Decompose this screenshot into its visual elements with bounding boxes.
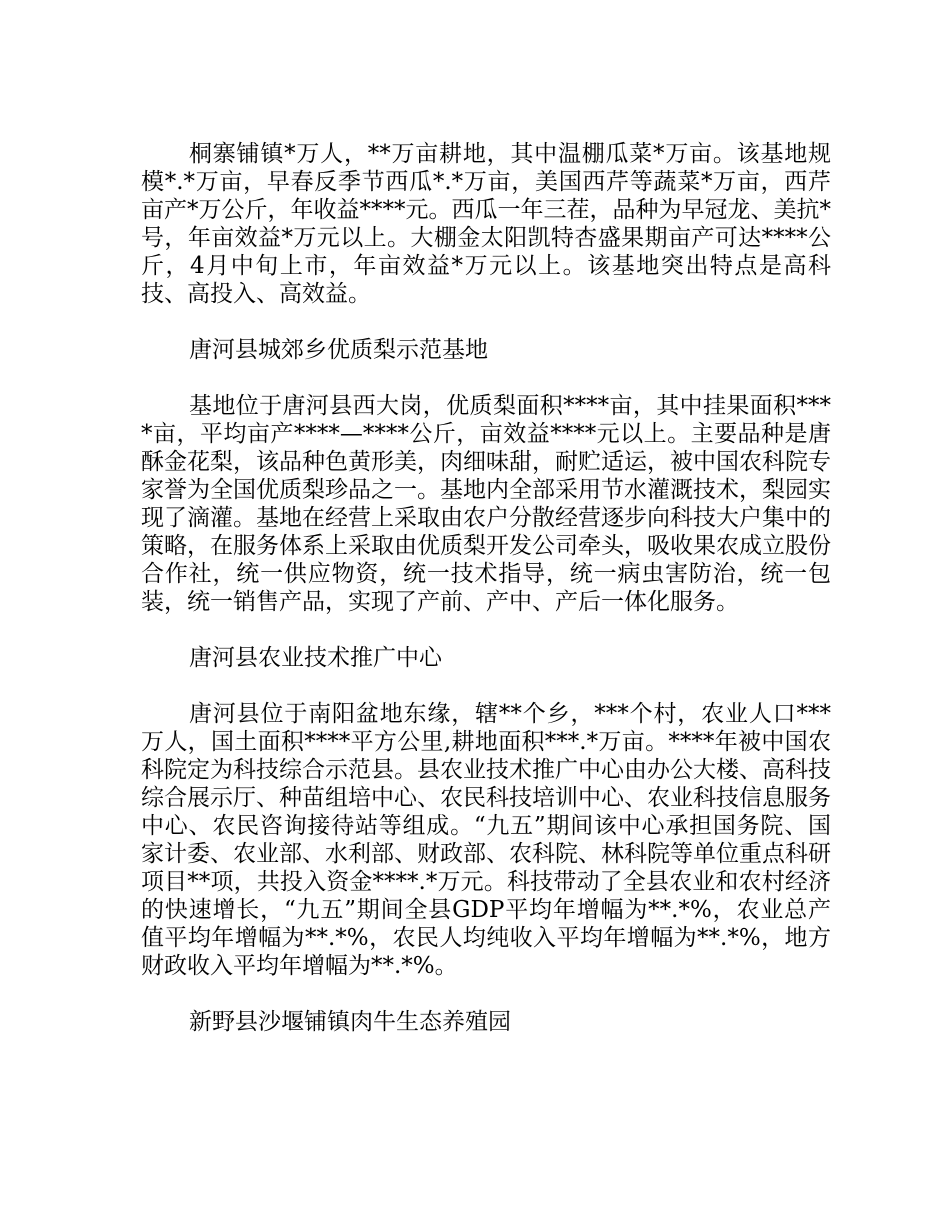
section-heading-cattle-park: 新野县沙堰铺镇肉牛生态养殖园 [189, 1009, 511, 1035]
section-heading-agri-tech-center: 唐河县农业技术推广中心 [189, 645, 442, 671]
paragraph-agri-tech-center: 唐河县位于南阳盆地东缘，辖**个乡，***个村，农业人口***万人，国土面积****平方公里,耕地面积***.*万亩。****年被中国农科院定为科技综合示范县。县农业技术推广中心由办公大楼、高科技综合展示厅、种苗组培中心、农民科技培训中心、农业科技信息服务中心、农民咨询接待站等组成。“九五”期间该中心承担国务院、国家计委、农业部、水利部、财政部、农科院、林科院等单位重点科研项目**项，共投入资金****.*万元。科技带动了全县农业和农村经济的快速增长，“九五”期间全县GDP平均年增幅为**.*%，农业总产值平均年增幅为**.*%，农民人均纯收入平均年增幅为**.*%，地方财政收入平均年增幅为**.*%。 [141, 701, 831, 979]
section-heading-pear-base: 唐河县城郊乡优质梨示范基地 [189, 337, 488, 363]
paragraph-tongzhaipu-base: 桐寨铺镇*万人，**万亩耕地，其中温棚瓜菜*万亩。该基地规模*.*万亩，早春反季节西瓜*.*万亩，美国西芹等蔬菜*万亩，西芹亩产*万公斤，年收益****元。西瓜一年三茬，品种为早冠龙、美抗*号，年亩效益*万元以上。大棚金太阳凯特杏盛果期亩产可达****公斤，4月中旬上市，年亩效益*万元以上。该基地突出特点是高科技、高投入、高效益。 [141, 141, 831, 307]
document-body [141, 140, 831, 1064]
paragraph-pear-base: 基地位于唐河县西大岗，优质梨面积****亩，其中挂果面积****亩，平均亩产****—****公斤，亩效益****元以上。主要品种是唐酥金花梨，该品种色黄形美，肉细味甜，耐贮适运，被中国农科院专家誉为全国优质梨珍品之一。基地内全部采用节水灌溉技术，梨园实现了滴灌。基地在经营上采取由农户分散经营逐步向科技大户集中的策略，在服务体系上采取由优质梨开发公司牵头，吸收果农成立股份合作社，统一供应物资，统一技术指导，统一病虫害防治，统一包装，统一销售产品，实现了产前、产中、产后一体化服务。 [141, 393, 831, 615]
